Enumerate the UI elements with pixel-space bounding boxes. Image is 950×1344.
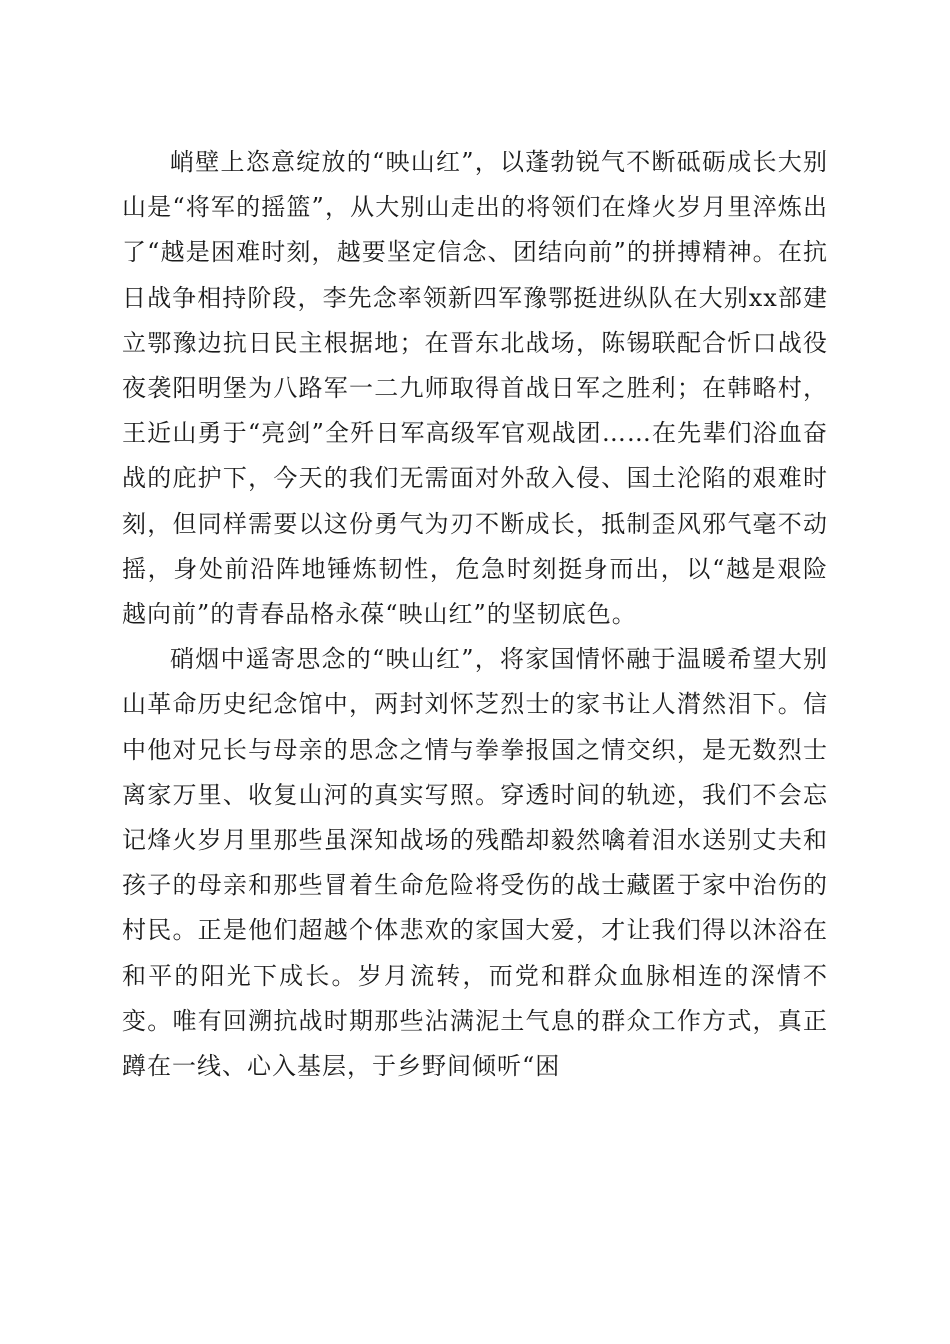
- document-body: [122, 140, 828, 1089]
- paragraph-azalea-courage: 峭壁上恣意绽放的“映山红”，以蓬勃锐气不断砥砺成长大别山是“将军的摇篮”，从大别山走出的将领们在烽火岁月里淬炼出了“越是困难时刻，越要坚定信念、团结向前”的拼搏精神。在抗日战争相持阶段，李先念率领新四军豫鄂挺进纵队在大别xx部建立鄂豫边抗日民主根据地；在晋东北战场，陈锡联配合忻口战役夜袭阳明堡为八路军一二九师取得首战日军之胜利；在韩略村，王近山勇于“亮剑”全歼日军高级军官观战团……在先辈们浴血奋战的庇护下，今天的我们无需面对外敌入侵、国土沦陷的艰难时刻，但同样需要以这份勇气为刃不断成长，抵制歪风邪气毫不动摇，身处前沿阵地锤炼韧性，危急时刻挺身而出，以“越是艰险越向前”的青春品格永葆“映山红”的坚韧底色。: [122, 148, 828, 629]
- paragraph-azalea-homeland: 硝烟中遥寄思念的“映山红”，将家国情怀融于温暖希望大别山革命历史纪念馆中，两封刘怀芝烈士的家书让人潸然泪下。信中他对兄长与母亲的思念之情与拳拳报国之情交织，是无数烈士离家万里、收复山河的真实写照。穿透时间的轨迹，我们不会忘记烽火岁月里那些虽深知战场的残酷却毅然噙着泪水送别丈夫和孩子的母亲和那些冒着生命危险将受伤的战士藏匿于家中治伤的村民。正是他们超越个体悲欢的家国大爱，才让我们得以沐浴在和平的阳光下成长。岁月流转，而党和群众血脉相连的深情不变。唯有回溯抗战时期那些沾满泥土气息的群众工作方式，真正蹲在一线、心入基层，于乡野间倾听“困: [122, 645, 828, 1081]
